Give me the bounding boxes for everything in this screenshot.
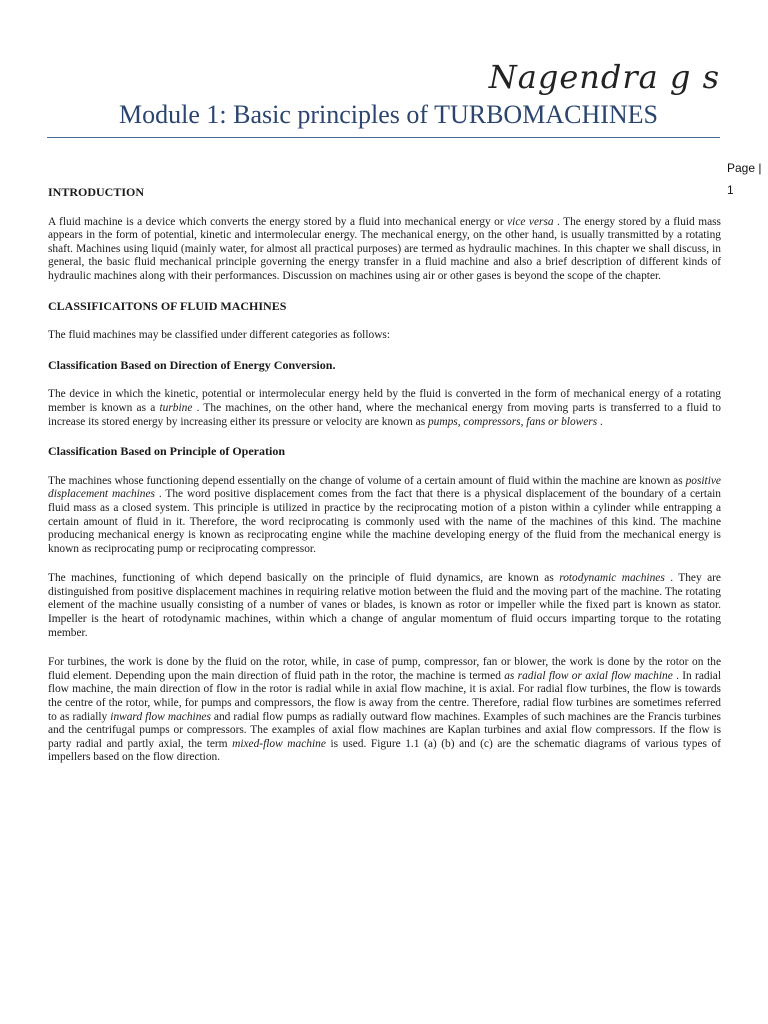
emphasis-run: turbine — [159, 401, 193, 414]
emphasis-run: vice versa — [507, 215, 554, 228]
text-run: The device in which the kinetic, potential or intermolecular energy held by the fluid is converted in the form of mechanical energy of a rotating member is known as a — [48, 388, 721, 414]
paragraph-positive-displacement — [48, 475, 721, 557]
emphasis-run: inward flow machines — [110, 710, 211, 723]
text-run: . The energy stored by a fluid mass appears in the form of potential, kinetic and intermolecular energy. The mechanical energy, on the other hand, is usually transmitted by a rotating shaft. Machines using liquid (mainly water, for almost all practical purposes) are termed as hydraulic machines. In this chapter we shall discuss, in general, the basic fluid mechanical principle governing the energy transfer in a fluid machine and also a brief description of different kinds of hydraulic machines along with their performances. Discussion on machines using air or other gases is beyond the scope of the chapter. — [48, 215, 721, 282]
emphasis-run: as radial flow or axial flow machine — [504, 669, 673, 682]
heading-principle-of-operation: Classification Based on Principle of Operation — [48, 444, 285, 459]
paragraph-rotodynamic — [48, 572, 721, 640]
text-run: . — [597, 415, 603, 428]
emphasis-run: pumps, compressors, fans or blowers — [427, 415, 598, 428]
page-label-text: Page | — [727, 161, 762, 175]
text-run: The machines, functioning of which depend basically on the principle of fluid dynamics, are known as — [48, 572, 560, 585]
page-title: Module 1: Basic principles of TURBOMACHINES — [119, 100, 658, 129]
paragraph-direction-of-energy — [48, 388, 721, 429]
author-signature: Nagendra g s — [488, 58, 720, 96]
text-run: is used. Figure 1.1 (a) (b) and (c) are the schematic diagrams of various types of impellers based on the flow direction. — [48, 737, 721, 764]
document-body — [48, 186, 721, 765]
page-number: 1 — [727, 183, 734, 197]
heading-classifications: CLASSIFICAITONS OF FLUID MACHINES — [48, 298, 287, 313]
text-run: For turbines, the work is done by the fluid on the rotor, while, in case of pump, compressor, fan or blower, the work is done by the rotor on the fluid element. Depending upon the main direction of fluid path in the rotor, the machine is termed — [48, 656, 721, 682]
text-run: A fluid machine is a device which converts the energy stored by a fluid into mechanical energy or — [48, 215, 508, 228]
emphasis-run: rotodynamic machines — [559, 572, 665, 585]
title-divider — [47, 137, 720, 138]
text-run: . The machines, on the other hand, where the mechanical energy from moving parts is transferred to a fluid to increase its stored energy by increasing either its pressure or velocity are known as — [48, 401, 721, 428]
emphasis-run: positive displacement machines — [48, 474, 721, 501]
paragraph-introduction — [48, 216, 721, 284]
heading-direction-of-energy: Classification Based on Direction of Energy Conversion. — [48, 357, 336, 372]
paragraph-classifications-intro: The fluid machines may be classified under different categories as follows: — [48, 329, 391, 342]
paragraph-flow-direction — [48, 656, 721, 765]
emphasis-run: mixed-flow machine — [232, 737, 326, 750]
text-run: and radial flow pumps as radially outward flow machines. Examples of such machines are the Francis turbines and the centrifugal pumps or compressors. The examples of axial flow machines are Kaplan turbines and axial flow compressors. If the flow is party radial and partly axial, the term — [48, 710, 721, 750]
text-run: The machines whose functioning depend essentially on the change of volume of a certain amount of fluid within the machine are known as — [48, 474, 686, 487]
text-run: . In radial flow machine, the main direction of flow in the rotor is radial while in axial flow machine, it is axial. For radial flow turbines, the flow is towards the centre of the rotor, while, for pumps and compressors, the flow is away from the centre. Therefore, radial flow turbines are sometimes referred to as radially — [48, 669, 721, 723]
text-run: . The word positive displacement comes from the fact that there is a physical displacement of the boundary of a certain fluid mass as a closed system. This principle is utilized in practice by the reciprocating motion of a piston within a cylinder while entrapping a certain amount of fluid in it. Therefore, the word reciprocating is commonly used with the name of the machines of this kind. The machine producing mechanical energy is known as reciprocating engine while the machine developing energy of the fluid from the mechanical energy is known as reciprocating pump or reciprocating compressor. — [48, 488, 721, 555]
heading-introduction: INTRODUCTION — [48, 185, 145, 199]
page-number-label — [727, 157, 767, 201]
text-run: . They are distinguished from positive displacement machines in requiring relative motion between the fluid and the moving part of the machine. The rotating element of the machine usually consisting of a number of vanes or blades, is known as rotor or impeller while the fixed part is known as stator. Impeller is the heart of rotodynamic machines, within which a change of angular momentum of fluid occurs imparting torque to the rotating member. — [48, 572, 721, 639]
